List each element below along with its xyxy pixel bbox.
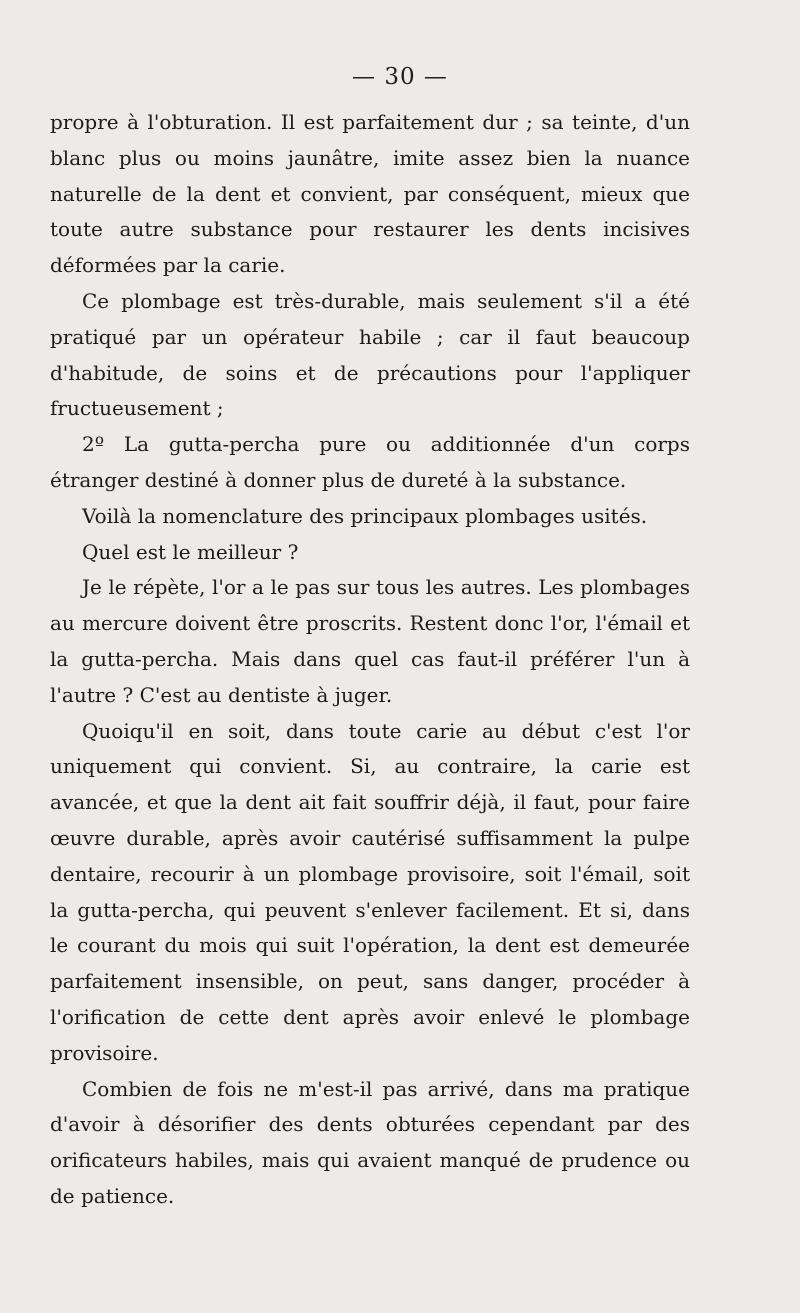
page-number: — 30 — [352,64,448,90]
paragraph-2: Ce plombage est très-durable, mais seulement s'il a été pratiqué par un opérateur habile ; car il faut beaucoup d'habitude, de soins et de précautions pour l'appliquer fructueusement ; [50,288,690,421]
paragraph-5: Quel est le meilleur ? [82,539,299,564]
paragraph-3: 2º La gutta-percha pure ou additionnée d'un corps étranger destiné à donner plus de dureté à la substance. [50,432,690,492]
paragraph-8: Combien de fois ne m'est-il pas arrivé, dans ma pratique d'avoir à désorifier des dents obturées cependant par des orificateurs habiles, mais qui avaient manqué de prudence ou de patience. [50,1076,690,1208]
paragraph-6: Je le répète, l'or a le pas sur tous les autres. Les plombages au mercure doivent être proscrits. Restent donc l'or, l'émail et la gutta-percha. Mais dans quel cas faut-il préférer l'un à l'autre ? C'est au dentiste à juger. [50,575,690,707]
paragraph-1: propre à l'obturation. Il est parfaitement dur ; sa teinte, d'un blanc plus ou moins jaunâtre, imite assez bien la nuance naturelle de la dent et convient, par conséquent, mieux que toute autre substance pour restaurer les dents incisives déformées par la carie. [50,110,690,278]
body-text [50,105,690,1215]
paragraph-7: Quoiqu'il en soit, dans toute carie au début c'est l'or uniquement qui convient. Si, au contraire, la carie est avancée, et que la dent ait fait souffrir déjà, il faut, pour faire œuvre durable, après avoir cautérisé suffisamment la pulpe dentaire, recourir à un plombage provisoire, soit l'émail, soit la gutta-percha, qui peuvent s'enlever facilement. Et si, dans le courant du mois qui suit l'opération, la dent est demeurée parfaitement insensible, on peut, sans danger, procéder à l'orification de cette dent après avoir enlevé le plombage provisoire. [50,718,690,1065]
paragraph-4: Voilà la nomenclature des principaux plombages usités. [82,503,648,528]
